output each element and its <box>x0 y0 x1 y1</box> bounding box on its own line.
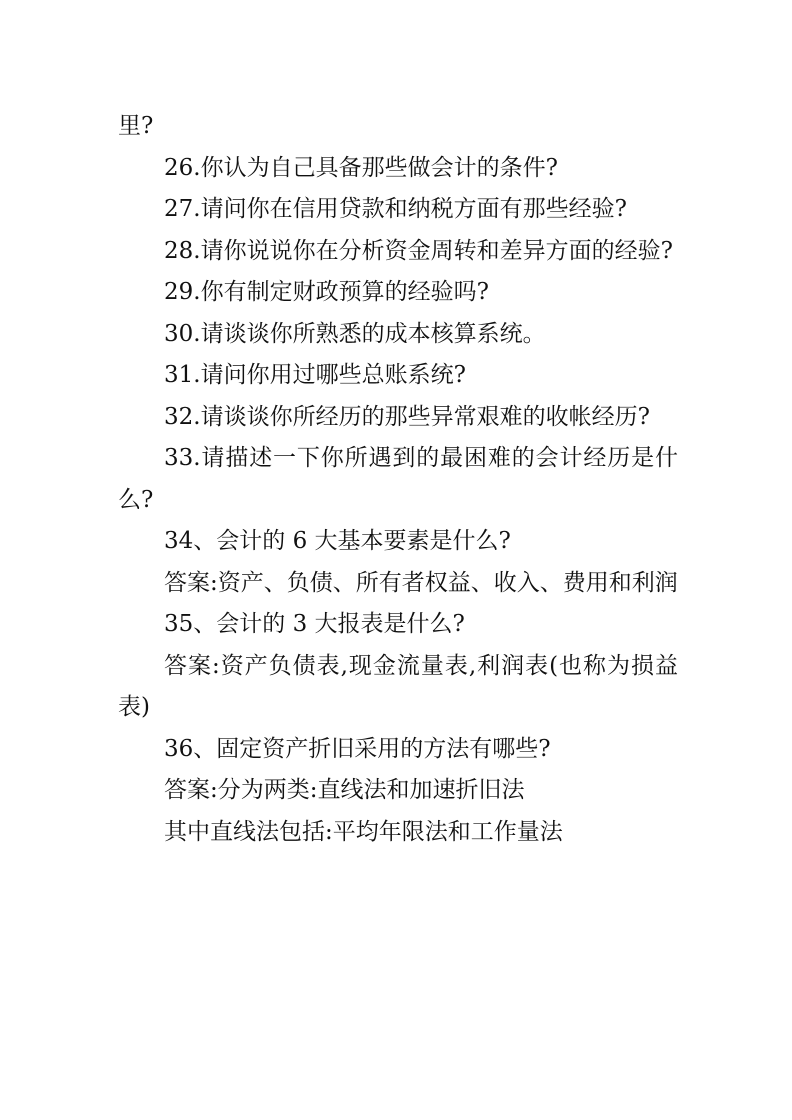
document-body <box>118 106 678 853</box>
answer-36: 答案:分为两类:直线法和加速折旧法 <box>164 777 525 803</box>
question-29: 29.你有制定财政预算的经验吗? <box>164 279 489 305</box>
question-27: 27.请问你在信用贷款和纳税方面有那些经验? <box>164 196 627 222</box>
answer-35: 答案:资产负债表,现金流量表,利润表(也称为损益表) <box>118 652 678 720</box>
question-30: 30.请谈谈你所熟悉的成本核算系统。 <box>164 320 546 347</box>
answer-34: 答案:资产、负债、所有者权益、收入、费用和利润 <box>164 569 678 596</box>
question-31: 31.请问你用过哪些总账系统? <box>164 362 466 388</box>
question-36: 36、固定资产折旧采用的方法有哪些? <box>164 735 551 762</box>
question-34: 34、会计的 6 大基本要素是什么? <box>164 528 511 554</box>
question-33: 33.请描述一下你所遇到的最困难的会计经历是什么? <box>118 445 678 513</box>
question-28: 28.请你说说你在分析资金周转和差异方面的经验? <box>164 237 673 264</box>
question-35: 35、会计的 3 大报表是什么? <box>164 611 465 637</box>
answer-36-detail: 其中直线法包括:平均年限法和工作量法 <box>164 818 563 845</box>
continued-question-fragment: 里? <box>118 113 154 139</box>
question-32: 32.请谈谈你所经历的那些异常艰难的收帐经历? <box>164 403 650 430</box>
question-26: 26.你认为自己具备那些做会计的条件? <box>164 154 558 181</box>
